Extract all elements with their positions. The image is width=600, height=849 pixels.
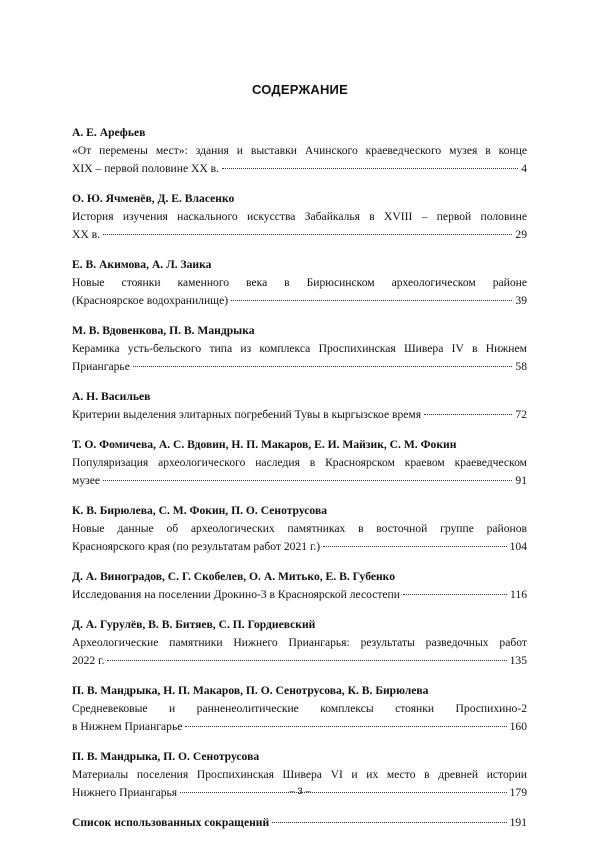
toc-entry[interactable] [72,682,527,736]
toc-title: История изучения наскального искусства Забайкалья в XVIII – первой половине [72,210,527,223]
toc-authors: М. В. Вдовенкова, П. В. Мандрыка [72,324,255,337]
toc-authors: Д. А. Гурулёв, В. В. Битяев, С. П. Гордиевский [72,618,316,631]
toc-authors: П. В. Мандрыка, П. О. Сенотрусова [72,750,260,763]
toc-page-number: 72 [515,408,527,421]
table-of-contents [72,124,527,844]
toc-entry-abbreviations[interactable] [72,814,527,832]
toc-page-number: 58 [515,360,527,373]
toc-page-number: 29 [515,228,527,241]
toc-entry[interactable] [72,256,527,310]
toc-leader-dots [107,659,506,661]
toc-title-end: в Нижнем Приангарье [72,720,183,733]
toc-title-end: XIX – первой половине XX в. [72,162,220,175]
toc-last-line [72,226,527,244]
toc-title-end: Исследования на поселении Дрокино-3 в Красноярской лесостепи [72,588,400,601]
toc-last-line [72,538,527,556]
toc-page-number: 160 [509,720,527,733]
toc-leader-dots [424,413,512,415]
toc-entry[interactable] [72,190,527,244]
toc-last-line [72,586,527,604]
toc-authors: О. Ю. Ячменёв, Д. Е. Власенко [72,192,235,205]
toc-title-end: 2022 г. [72,654,105,667]
toc-page-number: 179 [509,786,527,799]
toc-title: Новые данные об археологических памятниках в восточной группе районов [72,522,527,535]
toc-page-number: 116 [510,588,527,601]
toc-title-end: Критерии выделения элитарных погребений Тувы в кыргызское время [72,408,422,421]
toc-authors: Е. В. Акимова, А. Л. Заика [72,258,212,271]
toc-last-line [72,472,527,490]
page-number-footer: – 3 – [289,786,311,797]
toc-title: Керамика усть-бельского типа из комплекса Проспихинская Шивера IV в Нижнем [72,342,527,355]
toc-page-number: 39 [515,294,527,307]
toc-leader-dots [133,365,513,367]
toc-leader-dots [222,167,518,169]
toc-leader-dots [103,479,512,481]
toc-title: Археологические памятники Нижнего Приангарья: результаты разведочных работ [72,636,527,649]
toc-page-number: 135 [509,654,527,667]
toc-leader-dots [403,593,507,595]
page-title: СОДЕРЖАНИЕ [252,82,348,97]
toc-last-line [72,406,527,424]
toc-authors: Д. А. Виноградов, С. Г. Скобелев, О. А. Митько, Е. В. Губенко [72,570,395,583]
toc-title-end: Приангарье [72,360,130,373]
toc-entry[interactable] [72,388,527,424]
toc-authors: А. Е. Арефьев [72,126,146,139]
toc-entry[interactable] [72,616,527,670]
toc-leader-dots [103,233,512,235]
toc-entry[interactable] [72,502,527,556]
toc-entry[interactable] [72,124,527,178]
toc-title: Средневековые и ранненеолитические комплексы стоянки Проспихино-2 [72,702,527,715]
toc-title-end: XX в. [72,228,101,241]
toc-title-end: музее [72,474,101,487]
toc-leader-dots [323,545,506,547]
toc-title: Новые стоянки каменного века в Бирюсинском археологическом районе [72,276,527,289]
toc-entry[interactable] [72,322,527,376]
toc-authors: П. В. Мандрыка, Н. П. Макаров, П. О. Сенотрусова, К. В. Бирюлева [72,684,429,697]
toc-authors: К. В. Бирюлева, С. М. Фокин, П. О. Сенотрусова [72,504,327,517]
toc-last-line [72,652,527,670]
toc-abbreviations-label: Список использованных сокращений [72,816,270,829]
toc-title: Материалы поселения Проспихинская Шивера VI и их место в древней истории [72,768,527,781]
toc-leader-dots [231,299,512,301]
toc-entry[interactable] [72,436,527,490]
toc-title: Популяризация археологического наследия в Красноярском краевом краеведческом [72,456,527,469]
toc-page-number: 91 [515,474,527,487]
toc-title: «От перемены мест»: здания и выставки Ачинского краеведческого музея в конце [72,144,527,157]
toc-page-number: 191 [509,816,527,829]
toc-title-end: Красноярского края (по результатам работ 2021 г.) [72,540,321,553]
toc-last-line [72,358,527,376]
toc-title-end: (Красноярское водохранилище) [72,294,229,307]
toc-last-line [72,292,527,310]
toc-authors: А. Н. Васильев [72,390,151,403]
toc-page-number: 4 [521,162,527,175]
toc-leader-dots [272,821,506,823]
toc-title-end: Нижнего Приангарья [72,786,178,799]
toc-page-number: 104 [509,540,527,553]
toc-leader-dots [185,725,506,727]
toc-last-line [72,814,527,832]
toc-last-line [72,718,527,736]
toc-entry[interactable] [72,568,527,604]
toc-last-line [72,160,527,178]
toc-authors: Т. О. Фомичева, А. С. Вдовин, Н. П. Макаров, Е. И. Майзик, С. М. Фокин [72,438,457,451]
